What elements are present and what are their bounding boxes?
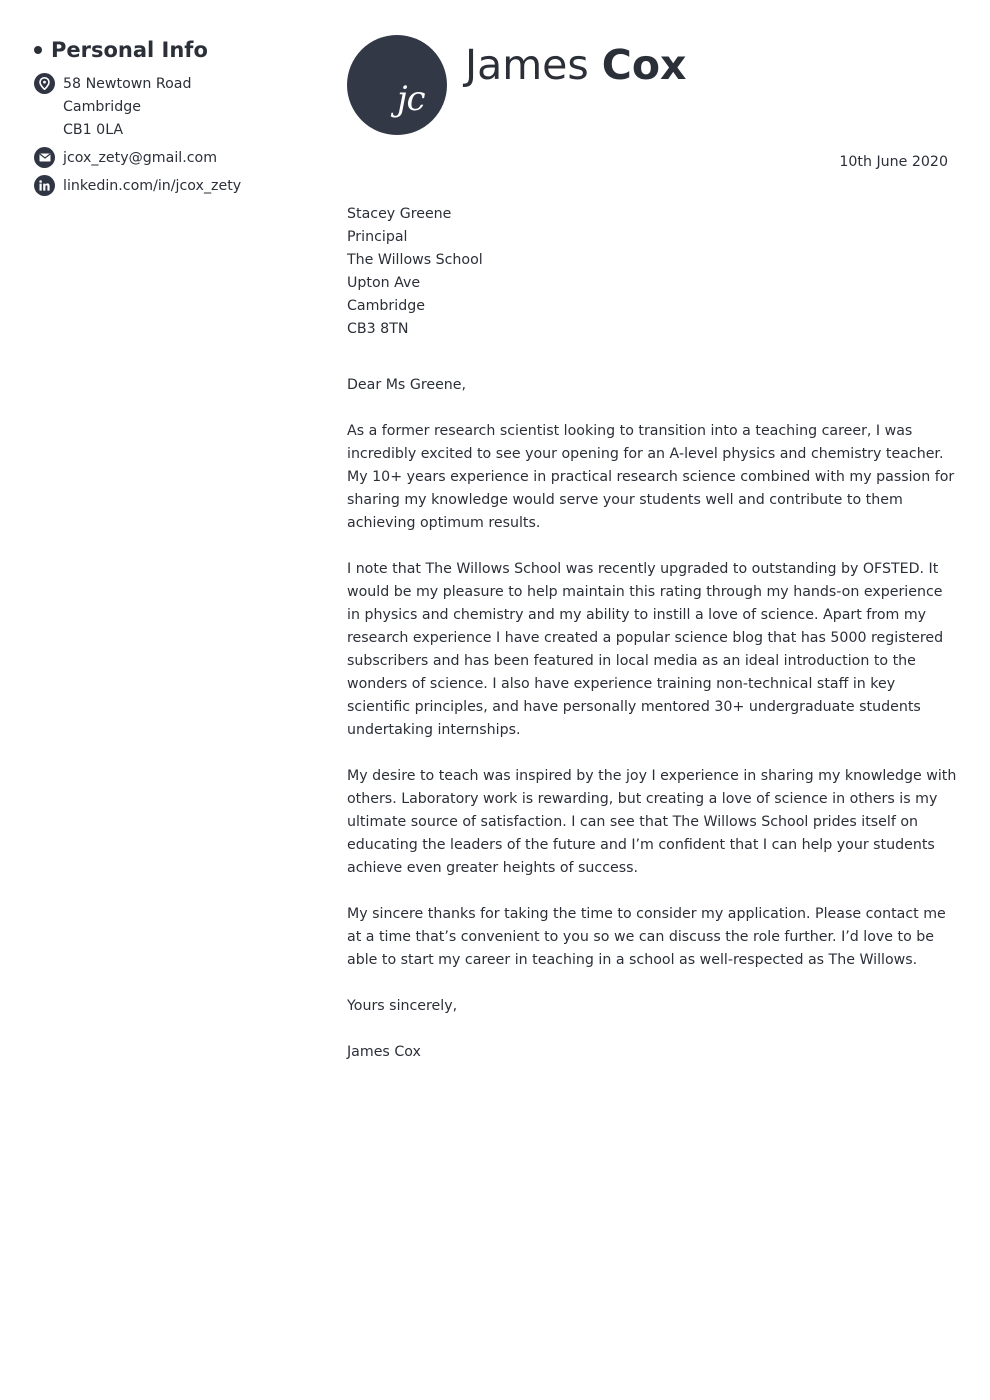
- applicant-name: [465, 41, 687, 89]
- recipient-line: Principal: [347, 229, 408, 245]
- linkedin-icon: [34, 175, 55, 196]
- email-link[interactable]: jcox_zety@gmail.com: [63, 150, 218, 166]
- closing: Yours sincerely,: [347, 998, 458, 1014]
- sidebar: [34, 38, 324, 203]
- letter: [347, 35, 959, 1064]
- first-name: James: [465, 41, 589, 89]
- body-paragraph: I note that The Willows School was recently upgraded to outstanding by OFSTED. It would be my pleasure to help maintain this rating through my hands-on experience in physics and chemistry and my ability to instill a love of science. Apart from my research experience I have created a popular science blog that has 5000 registered subscribers and has been featured in local media as an ideal introduction to the wonders of science. I also have experience training non-technical staff in key scientific principles, and have personally mentored 30+ undergraduate students undertaking internships.: [347, 561, 944, 738]
- personal-info-heading: [34, 38, 324, 62]
- letter-date: 10th June 2020: [839, 154, 948, 170]
- address-line: CB1 0LA: [63, 122, 124, 138]
- monogram-initials: jc: [397, 79, 425, 119]
- recipient-line: Cambridge: [347, 298, 425, 314]
- body-paragraph: My sincere thanks for taking the time to consider my application. Please contact me at a time that’s convenient to you so we can discuss the role further. I’d love to be able to start my career in teaching in a school as well-respected as The Willows.: [347, 906, 946, 968]
- letter-header: [347, 35, 959, 135]
- body-paragraph: My desire to teach was inspired by the joy I experience in sharing my knowledge with others. Laboratory work is rewarding, but creating a love of science in others is my ultimate source of satisfaction. I can see that The Willows School prides itself on educating the leaders of the future and I’m confident that I can help your students achieve even greater heights of success.: [347, 768, 957, 876]
- monogram-avatar: [347, 35, 447, 135]
- bullet-icon: [34, 46, 42, 54]
- linkedin-row: [34, 175, 324, 198]
- email-row: [34, 147, 324, 170]
- address-text: [63, 73, 191, 142]
- recipient-block: [347, 203, 959, 341]
- linkedin-link[interactable]: linkedin.com/in/jcox_zety: [63, 178, 242, 194]
- last-name: Cox: [601, 41, 687, 89]
- signature: James Cox: [347, 1044, 421, 1060]
- envelope-icon: [34, 147, 55, 168]
- personal-info-title: Personal Info: [51, 38, 208, 62]
- address-row: [34, 73, 324, 142]
- body-paragraph: As a former research scientist looking to transition into a teaching career, I was incredibly excited to see your opening for an A-level physics and chemistry teacher. My 10+ years experience in practical research science combined with my passion for sharing my knowledge would serve your students well and contribute to them achieving optimum results.: [347, 423, 955, 531]
- greeting: Dear Ms Greene,: [347, 377, 467, 393]
- recipient-line: CB3 8TN: [347, 321, 409, 337]
- address-line: Cambridge: [63, 99, 141, 115]
- recipient-line: Stacey Greene: [347, 206, 452, 222]
- location-pin-icon: [34, 73, 55, 94]
- address-line: 58 Newtown Road: [63, 76, 192, 92]
- recipient-line: The Willows School: [347, 252, 483, 268]
- recipient-line: Upton Ave: [347, 275, 421, 291]
